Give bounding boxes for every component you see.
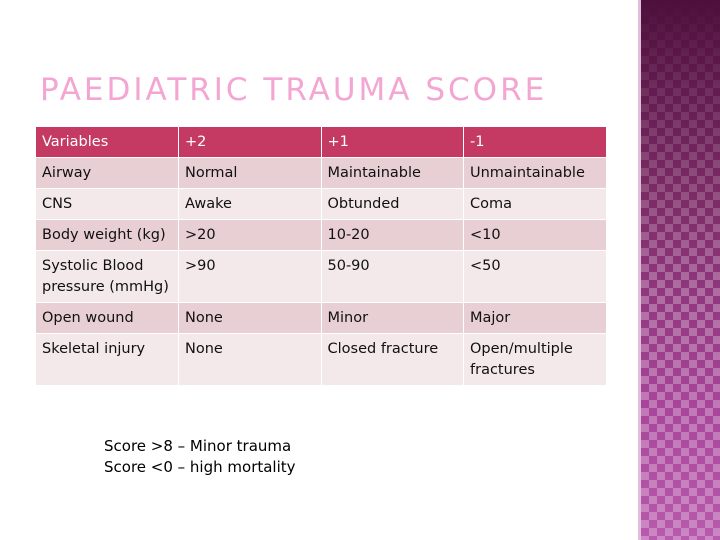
note-minor-trauma: Score >8 – Minor trauma: [104, 437, 292, 455]
score-notes: [104, 436, 296, 478]
table-cell: Unmaintainable: [464, 158, 607, 189]
table-row-airway: [36, 158, 606, 189]
table-cell: None: [179, 334, 322, 386]
header-minus-one: -1: [464, 127, 607, 158]
table-cell: Airway: [36, 158, 179, 189]
table-cell: Major: [464, 303, 607, 334]
table-cell: CNS: [36, 189, 179, 220]
table-cell: <50: [464, 251, 607, 303]
table-cell: Normal: [179, 158, 322, 189]
table-cell: 10-20: [321, 220, 464, 251]
table-header-row: [36, 127, 606, 158]
table-row-body-weight: [36, 220, 606, 251]
table-row-systolic-bp: [36, 251, 606, 303]
decorative-side-panel: [641, 0, 720, 540]
table-cell: Systolic Blood pressure (mmHg): [36, 251, 179, 303]
slide-title: PAEDIATRIC TRAUMA SCORE: [40, 72, 548, 108]
trauma-score-table: [36, 127, 606, 385]
table-cell: Skeletal injury: [36, 334, 179, 386]
table-cell: Obtunded: [321, 189, 464, 220]
table-cell: Open/multiple fractures: [464, 334, 607, 386]
table-cell: Open wound: [36, 303, 179, 334]
table-cell: Body weight (kg): [36, 220, 179, 251]
table-row-cns: [36, 189, 606, 220]
table-cell: 50-90: [321, 251, 464, 303]
table-cell: Maintainable: [321, 158, 464, 189]
diamond-pattern: [641, 0, 720, 540]
header-plus-two: +2: [179, 127, 322, 158]
table-cell: None: [179, 303, 322, 334]
table-cell: Awake: [179, 189, 322, 220]
note-high-mortality: Score <0 – high mortality: [104, 458, 296, 476]
table-cell: Minor: [321, 303, 464, 334]
header-variables: Variables: [36, 127, 179, 158]
table-row-open-wound: [36, 303, 606, 334]
table-cell: Coma: [464, 189, 607, 220]
header-plus-one: +1: [321, 127, 464, 158]
table-cell: >20: [179, 220, 322, 251]
table-row-skeletal-injury: [36, 334, 606, 386]
table-cell: >90: [179, 251, 322, 303]
table-cell: <10: [464, 220, 607, 251]
table-cell: Closed fracture: [321, 334, 464, 386]
